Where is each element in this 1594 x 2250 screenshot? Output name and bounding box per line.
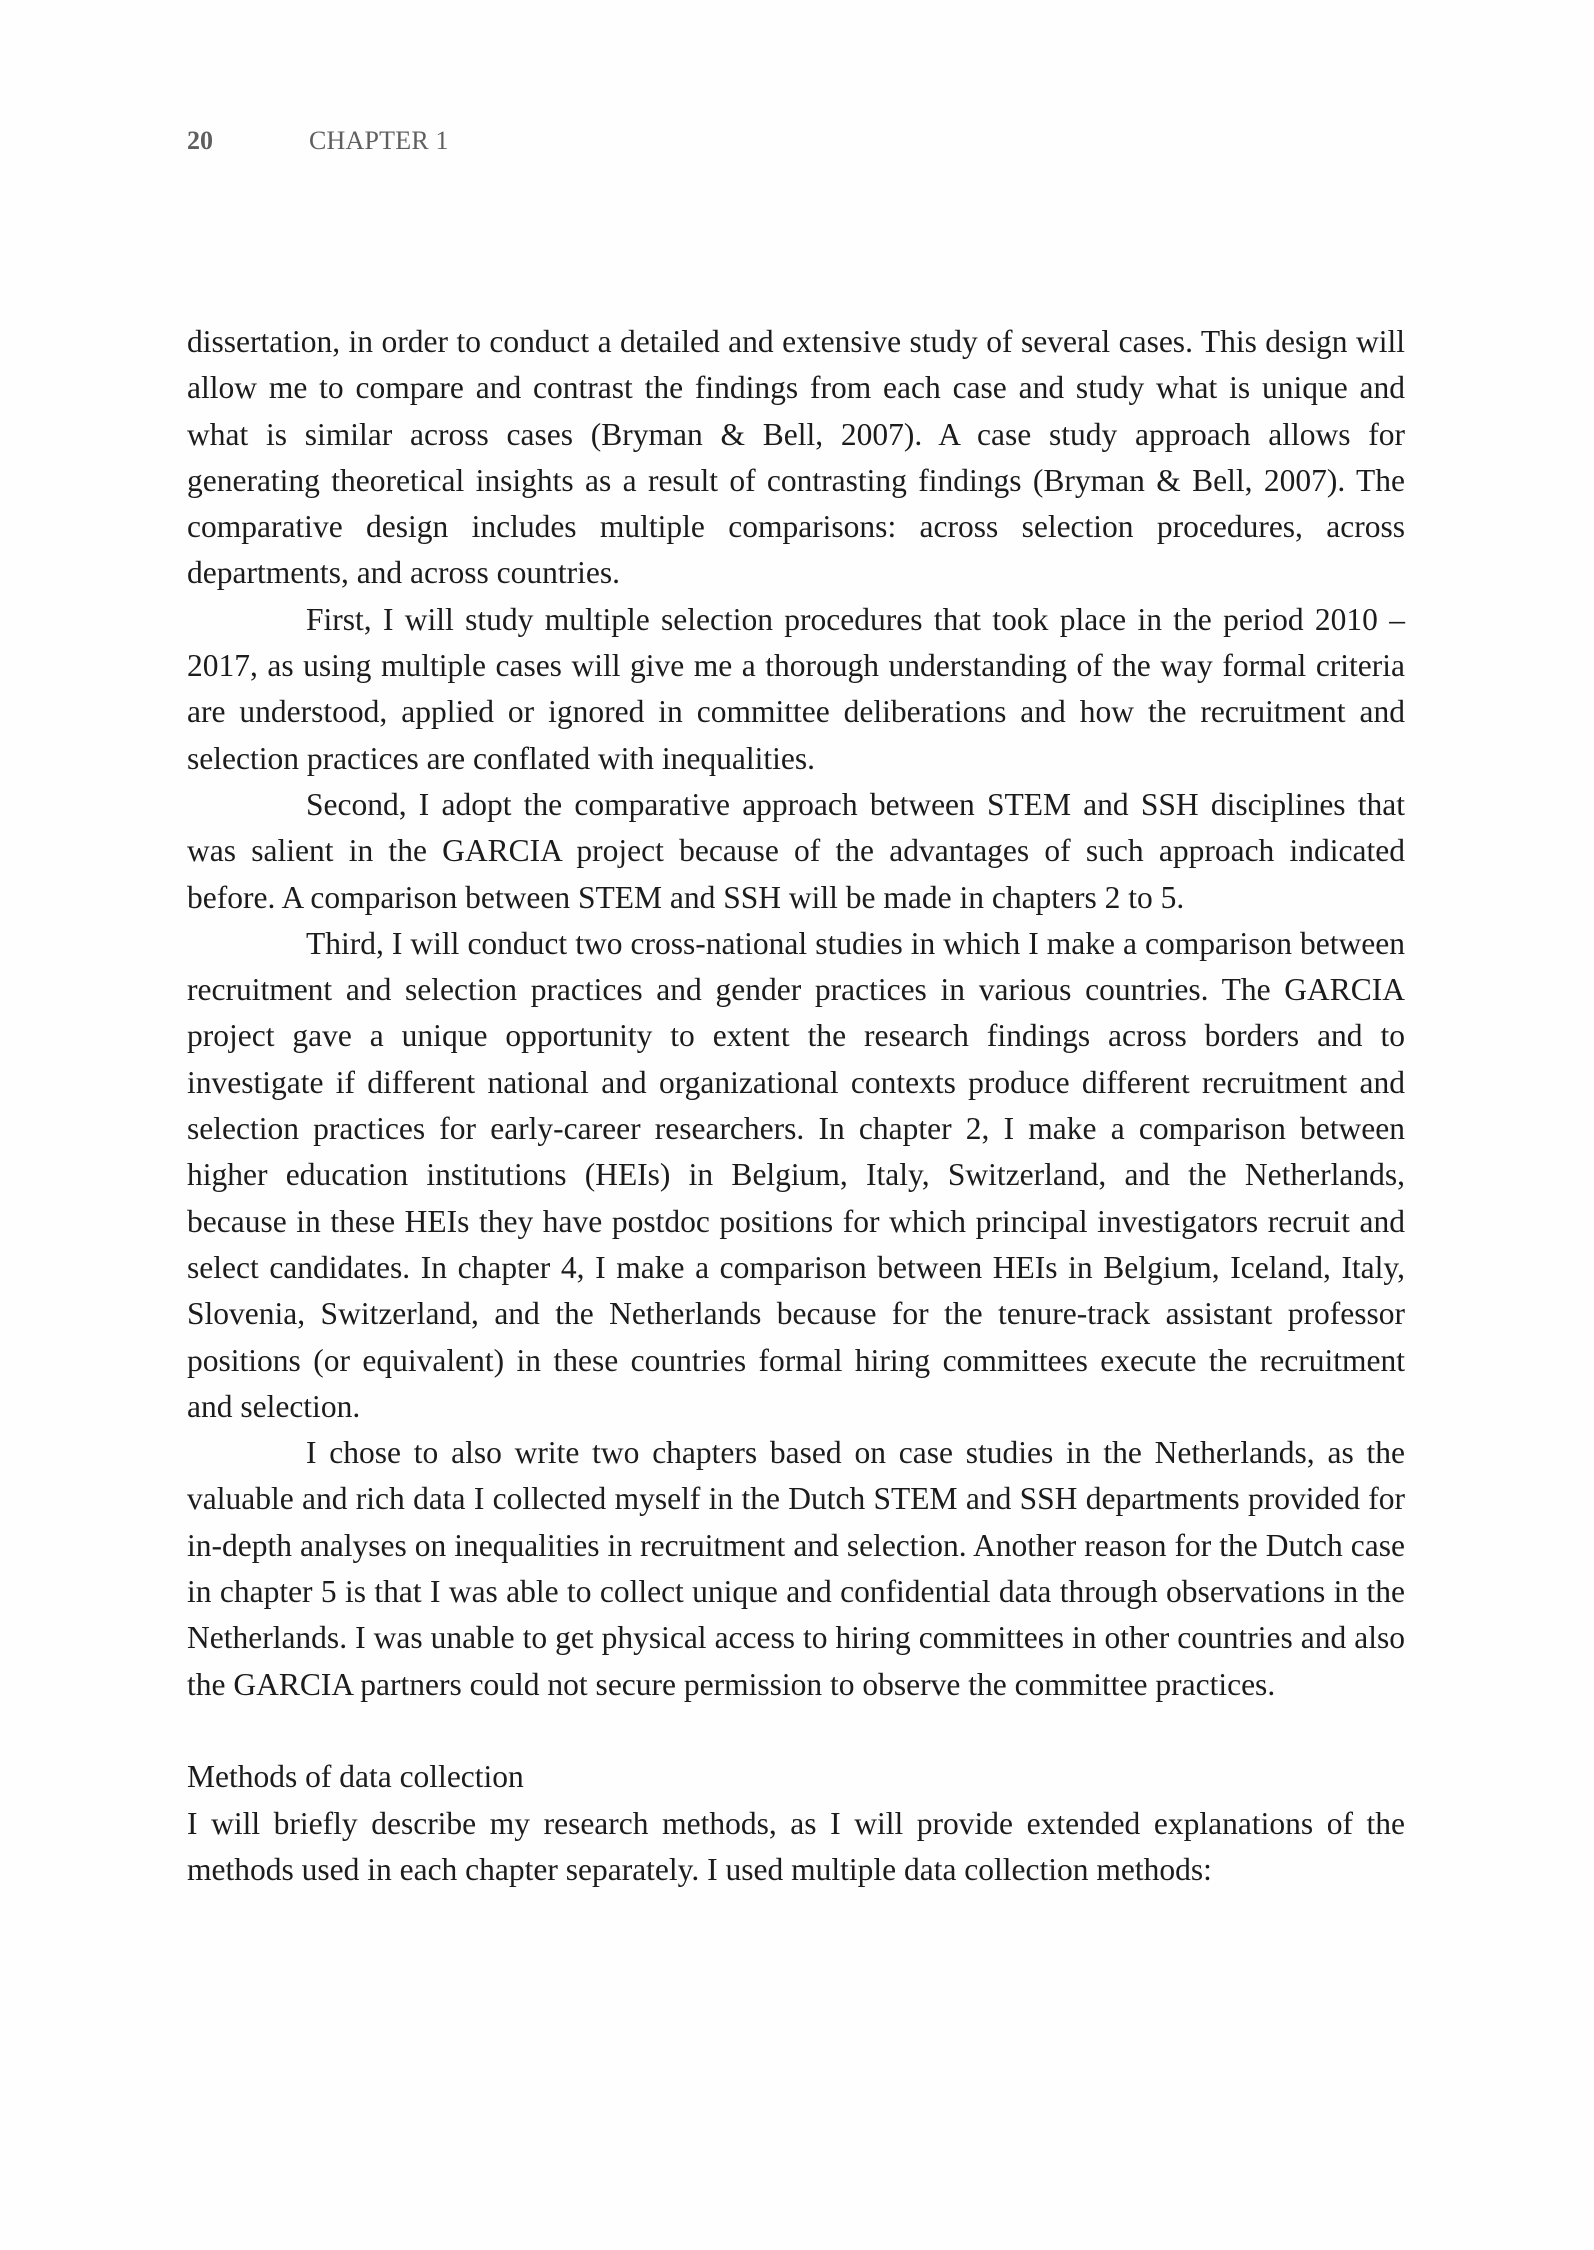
- chapter-label: CHAPTER 1: [309, 126, 449, 155]
- section-spacer: [187, 1708, 1405, 1754]
- page-number: 20: [187, 126, 213, 155]
- body-text: [187, 319, 1405, 1893]
- paragraph-netherlands: I chose to also write two chapters based on case studies in the Netherlands, as the valuable and rich data I collected myself in the Dutch STEM and SSH departments provided for in-depth analyses on inequalities in recruitment and selection. Another reason for the Dutch case in chapter 5 is that I was able to collect unique and confidential data through observations in the Netherlands. I was unable to get physical access to hiring committees in other countries and also the GARCIA partners could not secure permission to observe the committee practices.: [187, 1435, 1405, 1702]
- paragraph-intro: dissertation, in order to conduct a detailed and extensive study of several cases. This design will allow me to compare and contrast the findings from each case and study what is unique and what is similar across cases (Bryman & Bell, 2007). A case study approach allows for generating theoretical insights as a result of contrasting findings (Bryman & Bell, 2007). The comparative design includes multiple comparisons: across selection procedures, across departments, and across countries.: [187, 324, 1405, 591]
- paragraph-third: Third, I will conduct two cross-national studies in which I make a comparison between recruitment and selection practices and gender practices in various countries. The GARCIA project gave a unique opportunity to extent the research findings across borders and to investigate if different national and organizational contexts produce different recruitment and selection practices for early-career researchers. In chapter 2, I make a comparison between higher education institutions (HEIs) in Belgium, Italy, Switzerland, and the Netherlands, because in these HEIs they have postdoc positions for which principal investigators recruit and select candidates. In chapter 4, I make a comparison between HEIs in Belgium, Iceland, Italy, Slovenia, Switzerland, and the Netherlands because for the tenure-track assistant professor positions (or equivalent) in these countries formal hiring committees execute the recruitment and selection.: [187, 925, 1405, 1424]
- section-paragraph: I will briefly describe my research methods, as I will provide extended explanations of the methods used in each chapter separately. I used multiple data collection methods:: [187, 1805, 1405, 1887]
- paragraph-first: First, I will study multiple selection procedures that took place in the period 2010 – 2017, as using multiple cases will give me a thorough understanding of the way formal criteria are understood, applied or ignored in committee deliberations and how the recruitment and selection practices are conflated with inequalities.: [187, 601, 1405, 776]
- section-heading: Methods of data collection: [187, 1759, 524, 1795]
- paragraph-second: Second, I adopt the comparative approach between STEM and SSH disciplines that was salient in the GARCIA project because of the advantages of such approach indicated before. A comparison between STEM and SSH will be made in chapters 2 to 5.: [187, 786, 1405, 915]
